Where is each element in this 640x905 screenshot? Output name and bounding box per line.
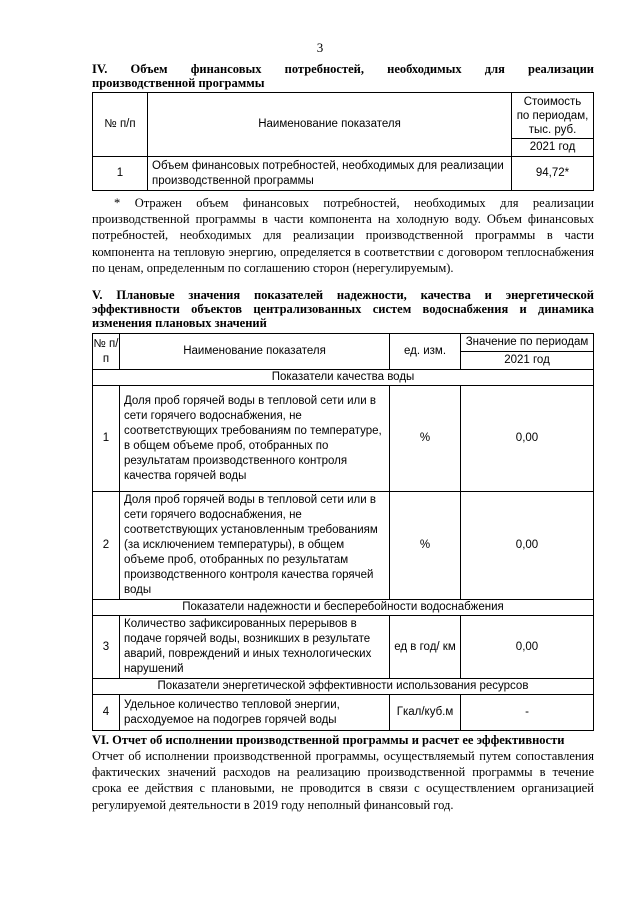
row-value: - [461, 695, 594, 731]
row-name: Доля проб горячей воды в тепловой сети или в сети горячего водоснабжения, не соответствующих требованиям по температуре, в общем объеме проб, отобранных по результатам производственного контроля качества горячей воды [120, 386, 390, 492]
row-number: 1 [93, 386, 120, 492]
indicators-table-wrap [92, 333, 594, 731]
row-value: 94,72* [512, 157, 594, 191]
financial-needs-table [92, 92, 594, 191]
row-value: 0,00 [461, 386, 594, 492]
row-name: Объем финансовых потребностей, необходимых для реализации производственной программы [148, 157, 512, 191]
col-header-name: Наименование показателя [120, 334, 390, 370]
row-number: 2 [93, 492, 120, 600]
row-name: Удельное количество тепловой энергии, расходуемое на подогрев горячей воды [120, 695, 390, 731]
group-energy-efficiency: Показатели энергетической эффективности использования ресурсов [93, 679, 594, 695]
table-row [93, 695, 594, 731]
col-header-year: 2021 год [512, 139, 594, 157]
table-row [93, 492, 594, 600]
section-4-heading [92, 62, 594, 90]
col-header-unit: ед. изм. [390, 334, 461, 370]
table-row [93, 157, 594, 191]
col-header-number: № п/п [93, 334, 120, 370]
section-4-heading-line2: производственной программы [92, 76, 265, 90]
row-unit: Гкал/куб.м [390, 695, 461, 731]
page-number: 3 [316, 40, 324, 55]
section-4-heading-line1: IV. Объем финансовых потребностей, необходимых для реализации [92, 62, 594, 76]
table-row [93, 386, 594, 492]
section-6-text: Отчет об исполнении производственной программы, осуществляемый путем сопоставления фактических значений расходов на реализацию производственной программы в течение срока ее действия с плановыми, не проводится в связи с осуществлением организацией регулируемой деятельности в 2019 году неполный финансовый год. [92, 749, 594, 812]
row-name: Количество зафиксированных перерывов в подаче горячей воды, возникших в результате аварий, повреждений и иных технологических нарушений [120, 616, 390, 679]
indicators-table [92, 333, 594, 731]
col-header-number: № п/п [93, 93, 148, 157]
row-value: 0,00 [461, 492, 594, 600]
col-header-value: Значение по периодам [461, 334, 594, 352]
row-name: Доля проб горячей воды в тепловой сети или в сети горячего водоснабжения, не соответствующих установленным требованиям (за исключением температуры), в общем объеме проб, отобранных по результатам производственного контроля качества горячей воды [120, 492, 390, 600]
row-number: 3 [93, 616, 120, 679]
row-value: 0,00 [461, 616, 594, 679]
row-number: 1 [93, 157, 148, 191]
row-unit: ед в год/ км [390, 616, 461, 679]
group-water-quality: Показатели качества воды [93, 370, 594, 386]
row-unit: % [390, 492, 461, 600]
row-number: 4 [93, 695, 120, 731]
section-5-heading: V. Плановые значения показателей надежности, качества и энергетической эффективности объектов централизованных систем водоснабжения и динамика изменения плановых значений [92, 288, 594, 330]
table-row [93, 616, 594, 679]
col-header-name: Наименование показателя [148, 93, 512, 157]
section-6-heading: VI. Отчет об исполнении производственной программы и расчет ее эффективности [92, 733, 565, 747]
col-header-cost: Стоимость по периодам, тыс. руб. [512, 93, 594, 139]
footnote: * Отражен объем финансовых потребностей, необходимых для реализации производственной программы в части компонента на холодную воду. Объем финансовых потребностей, необходимых для реализации производственной программы в части компонента на тепловую энергию, определяется в соответствии с договором теплоснабжения по ценам, определенным по соглашению сторон (нерегулируемым). [92, 196, 594, 275]
col-header-year: 2021 год [461, 352, 594, 370]
group-reliability: Показатели надежности и бесперебойности водоснабжения [93, 600, 594, 616]
row-unit: % [390, 386, 461, 492]
financial-needs-table-wrap [92, 92, 594, 191]
